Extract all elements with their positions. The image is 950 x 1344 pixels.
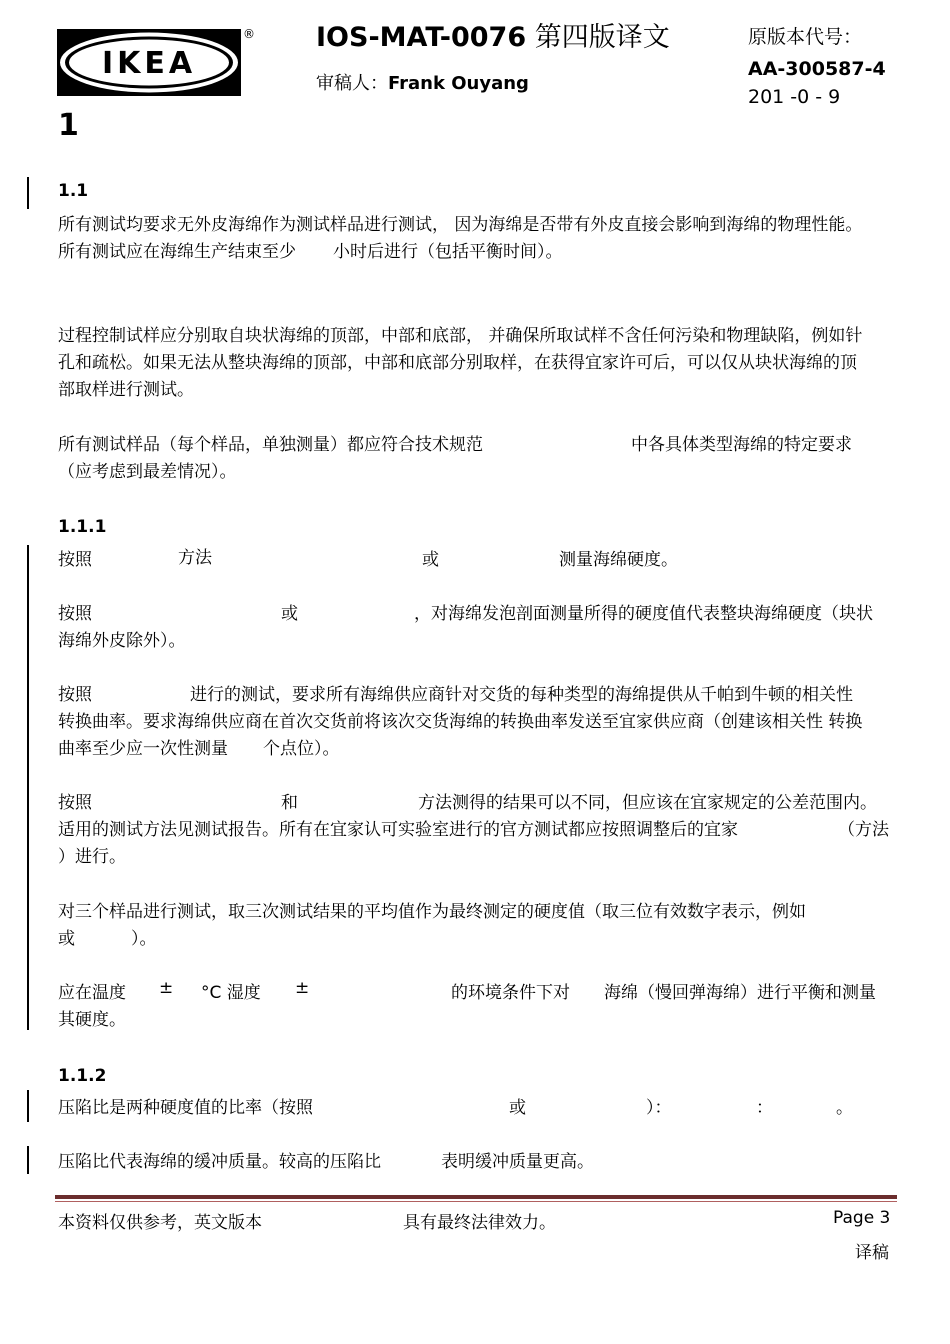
paragraph-line: 小时后进行（包括平衡时间）。 (333, 242, 563, 262)
paragraph-line: 按照 (58, 685, 92, 705)
reviewer (316, 69, 529, 95)
paragraph-line: 个点位）。 (263, 739, 340, 759)
paragraph-line: 其硬度。 (58, 1010, 126, 1030)
revision-bar (27, 1090, 29, 1122)
paragraph-line: ± (295, 978, 310, 998)
logo-text: IKEA (101, 46, 197, 81)
paragraph-line: 按照 (58, 793, 92, 813)
footer-disclaimer: 本资料仅供参考，英文版本 (58, 1213, 262, 1233)
paragraph-line: （方法 (838, 820, 889, 840)
paragraph-line: 压陷比是两种硬度值的比率（按照 (58, 1098, 313, 1118)
registered-mark: ® (243, 27, 255, 41)
paragraph-line: 转换曲率。要求海绵供应商在首次交货前将该次交货海绵的转换曲率发送至宜家供应商（创建该相关性 转换 (58, 712, 863, 732)
paragraph-line: 或 (281, 604, 298, 624)
chapter-number: 1 (58, 108, 79, 143)
original-version-code: AA-300587-4 (748, 58, 886, 80)
paragraph-line: 表明缓冲质量更高。 (441, 1152, 594, 1172)
paragraph-line: 测量海绵硬度。 (559, 550, 678, 570)
paragraph-line: 所有测试样品（每个样品，单独测量）都应符合技术规范 (58, 435, 483, 455)
paragraph-line: ）： (646, 1098, 672, 1118)
paragraph-line: ）。 (131, 929, 157, 949)
paragraph-line: 或 (509, 1098, 526, 1118)
reviewer-name: Frank Ouyang (388, 73, 529, 94)
paragraph-line: °C 湿度 (201, 983, 261, 1003)
paragraph-line: 按照 (58, 604, 92, 624)
paragraph-line: 方法测得的结果可以不同，但应该在宜家规定的公差范围内。 (418, 793, 877, 813)
revision-bar (27, 177, 29, 209)
document-title (316, 15, 670, 54)
paragraph-line: （应考虑到最差情况）。 (58, 462, 237, 482)
paragraph-line: 孔和疏松。如果无法从整块海绵的顶部，中部和底部分别取样，在获得宜家许可后，可以仅从块状海绵的顶 (58, 353, 857, 373)
paragraph-line: ）进行。 (58, 847, 126, 867)
paragraph-line: 压陷比代表海绵的缓冲质量。较高的压陷比 (58, 1152, 381, 1172)
original-version-date: 201 -0 - 9 (748, 86, 841, 108)
paragraph-line: ： (756, 1098, 773, 1118)
paragraph-line: 适用的测试方法见测试报告。所有在宜家认可实验室进行的官方测试都应按照调整后的宜家 (58, 820, 738, 840)
paragraph-line: 和 (281, 793, 298, 813)
document-title-suffix: 第四版译文 (526, 22, 670, 53)
paragraph-line: ± (159, 978, 174, 998)
section-heading-1-1: 1.1 (58, 181, 89, 201)
paragraph-line: 按照 (58, 550, 92, 570)
paragraph-line: 过程控制试样应分别取自块状海绵的顶部，中部和底部， 并确保所取试样不含任何污染和物理缺陷，例如针 (58, 326, 863, 346)
paragraph-line: 所有测试均要求无外皮海绵作为测试样品进行测试， 因为海绵是否带有外皮直接会影响到海绵的物理性能。 (58, 215, 863, 235)
paragraph-line: 对三个样品进行测试，取三次测试结果的平均值作为最终测定的硬度值（取三位有效数字表示，例如 (58, 902, 806, 922)
section-heading-1-1-2: 1.1.2 (58, 1066, 107, 1086)
paragraph-line: 进行的测试，要求所有海绵供应商针对交货的每种类型的海绵提供从千帕到牛顿的相关性 (190, 685, 853, 705)
revision-bar (27, 1146, 29, 1174)
paragraph-line: 或 (58, 929, 75, 949)
footer-disclaimer-cont: 具有最终法律效力。 (403, 1213, 556, 1233)
paragraph-line: 或 (422, 550, 439, 570)
paragraph-line: 海绵（慢回弹海绵）进行平衡和测量 (604, 983, 876, 1003)
paragraph-line: ，对海绵发泡剖面测量所得的硬度值代表整块海绵硬度（块状 (414, 604, 873, 624)
reviewer-label: 审稿人： (316, 73, 388, 94)
paragraph-line: 所有测试应在海绵生产结束至少 (58, 242, 296, 262)
paragraph-line: 海绵外皮除外）。 (58, 631, 186, 651)
footer-divider-thin (55, 1201, 897, 1202)
paragraph-line: 。 (836, 1098, 853, 1118)
page-number: Page 3 (833, 1208, 891, 1228)
ikea-logo (57, 29, 241, 96)
paragraph-line: 曲率至少应一次性测量 (58, 739, 228, 759)
original-version-label: 原版本代号： (748, 26, 863, 48)
paragraph-line: 部取样进行测试。 (58, 380, 194, 400)
footer-divider (55, 1195, 897, 1199)
paragraph-line: 中各具体类型海绵的特定要求 (631, 435, 852, 455)
paragraph-line: 应在温度 (58, 983, 126, 1003)
section-heading-1-1-1: 1.1.1 (58, 517, 107, 537)
document-code: IOS-MAT-0076 (316, 22, 527, 53)
paragraph-line: 的环境条件下对 (451, 983, 570, 1003)
draft-status: 译稿 (855, 1243, 889, 1263)
paragraph-line: 方法 (178, 548, 212, 568)
ikea-logo-icon (57, 29, 241, 96)
revision-bar (27, 545, 29, 1030)
